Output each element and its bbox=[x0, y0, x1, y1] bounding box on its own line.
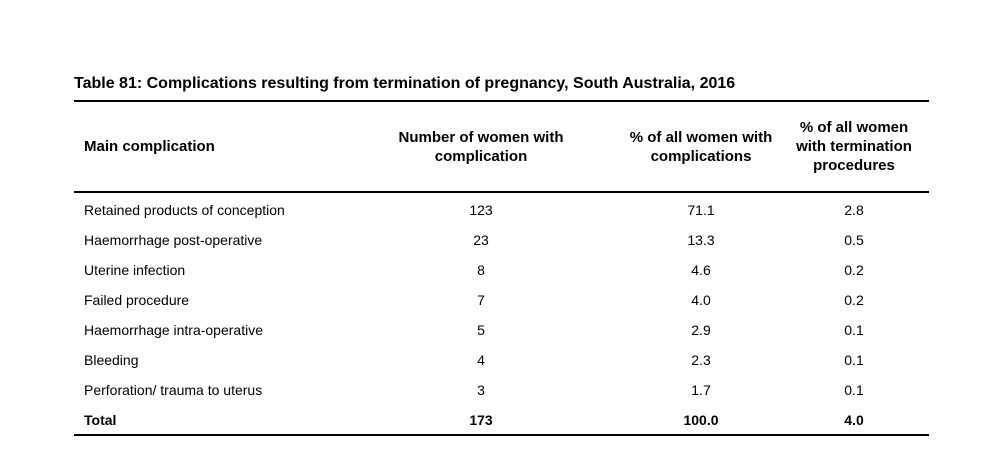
header-number-of-women bbox=[366, 102, 596, 191]
table-bottom-rule bbox=[74, 434, 929, 436]
cell-number: 123 bbox=[469, 202, 493, 218]
cell-pct-complications: 71.1 bbox=[687, 202, 715, 218]
header-main-complication bbox=[84, 102, 364, 191]
cell-number: 4 bbox=[477, 352, 485, 368]
cell-pct-termination: 0.1 bbox=[844, 352, 864, 368]
table-row bbox=[74, 285, 929, 315]
cell-complication: Haemorrhage post-operative bbox=[84, 232, 263, 248]
cell-number: 8 bbox=[477, 262, 485, 278]
cell-pct-termination: 0.1 bbox=[844, 322, 864, 338]
cell-pct-complications: 4.6 bbox=[691, 262, 711, 278]
cell-pct-complications: 1.7 bbox=[691, 382, 711, 398]
table-total-row bbox=[74, 405, 929, 435]
table-row bbox=[74, 345, 929, 375]
cell-pct-complications: 2.9 bbox=[691, 322, 711, 338]
cell-complication: Bleeding bbox=[84, 352, 139, 368]
cell-complication: Retained products of conception bbox=[84, 202, 285, 218]
header-number-of-women-label: Number of women with complication bbox=[398, 128, 564, 165]
table-header-rule bbox=[74, 191, 929, 193]
cell-pct-termination: 0.1 bbox=[844, 382, 864, 398]
total-number: 173 bbox=[469, 412, 493, 428]
total-pct-termination: 4.0 bbox=[844, 412, 864, 428]
cell-pct-complications: 2.3 bbox=[691, 352, 711, 368]
header-pct-termination bbox=[774, 102, 934, 191]
cell-pct-termination: 0.2 bbox=[844, 292, 864, 308]
cell-number: 23 bbox=[473, 232, 489, 248]
table-row bbox=[74, 315, 929, 345]
table-row bbox=[74, 225, 929, 255]
cell-complication: Failed procedure bbox=[84, 292, 190, 308]
header-main-complication-label: Main complication bbox=[84, 138, 215, 155]
header-pct-complications-label: % of all women with complications bbox=[629, 128, 773, 165]
cell-pct-termination: 0.2 bbox=[844, 262, 864, 278]
cell-number: 5 bbox=[477, 322, 485, 338]
total-pct-complications: 100.0 bbox=[683, 412, 719, 428]
cell-pct-complications: 4.0 bbox=[691, 292, 711, 308]
cell-pct-complications: 13.3 bbox=[687, 232, 715, 248]
total-label: Total bbox=[84, 412, 117, 428]
cell-complication: Perforation/ trauma to uterus bbox=[84, 382, 263, 398]
cell-number: 3 bbox=[477, 382, 485, 398]
cell-complication: Uterine infection bbox=[84, 262, 186, 278]
cell-pct-termination: 0.5 bbox=[844, 232, 864, 248]
cell-pct-termination: 2.8 bbox=[844, 202, 864, 218]
table-row bbox=[74, 255, 929, 285]
table-row bbox=[74, 195, 929, 225]
header-pct-termination-label: % of all women with termination procedures bbox=[796, 119, 912, 174]
cell-complication: Haemorrhage intra-operative bbox=[84, 322, 263, 338]
table-header bbox=[74, 102, 929, 191]
table-title: Table 81: Complications resulting from termination of pregnancy, South Australia, 2016 bbox=[74, 75, 736, 92]
table-row bbox=[74, 375, 929, 405]
cell-number: 7 bbox=[477, 292, 485, 308]
